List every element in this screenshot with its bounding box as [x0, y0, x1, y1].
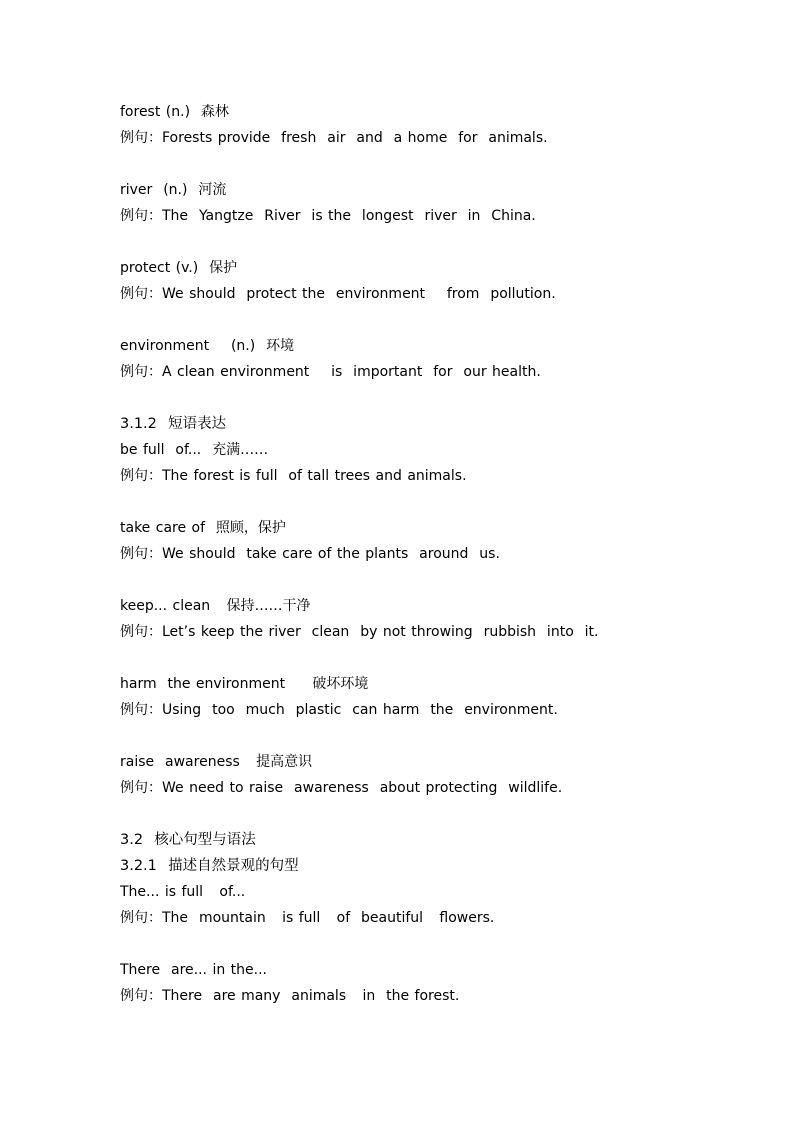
phrases-heading: 3.1.2 短语表达	[120, 416, 227, 432]
subsection-heading: 3.2.1 描述自然景观的句型	[120, 858, 299, 874]
spacer	[120, 229, 720, 255]
sentence-pattern: There are... in the...	[120, 962, 267, 978]
spacer	[120, 567, 720, 593]
phrase: raise awareness 提高意识	[120, 754, 313, 770]
vocab-example: 例句：Forests provide fresh air and a home for animals.	[120, 130, 548, 146]
vocab-example: 例句：We should protect the environment from pollution.	[120, 286, 556, 302]
spacer	[120, 801, 720, 827]
spacer	[120, 931, 720, 957]
vocab-word: environment (n.) 环境	[120, 338, 295, 354]
pattern-example: 例句：The mountain is full of beautiful flowers.	[120, 910, 495, 926]
spacer	[120, 151, 720, 177]
spacer	[120, 723, 720, 749]
phrase-example: 例句：We should take care of the plants around us.	[120, 546, 500, 562]
vocab-word: forest (n.) 森林	[120, 104, 229, 120]
phrase: keep... clean 保持……干净	[120, 598, 311, 614]
vocab-word: protect (v.) 保护	[120, 260, 238, 276]
vocab-example: 例句：A clean environment is important for our health.	[120, 364, 541, 380]
phrase: be full of... 充满……	[120, 442, 269, 458]
spacer	[120, 307, 720, 333]
section-heading: 3.2 核心句型与语法	[120, 832, 256, 848]
spacer	[120, 645, 720, 671]
phrase: harm the environment 破坏环境	[120, 676, 369, 692]
document-page	[120, 99, 720, 1009]
phrase-example: 例句：Let’s keep the river clean by not throwing rubbish into it.	[120, 624, 599, 640]
sentence-pattern: The... is full of...	[120, 884, 246, 900]
spacer	[120, 385, 720, 411]
phrase-example: 例句：We need to raise awareness about protecting wildlife.	[120, 780, 563, 796]
pattern-example: 例句：There are many animals in the forest.	[120, 988, 460, 1004]
vocab-word: river (n.) 河流	[120, 182, 227, 198]
spacer	[120, 489, 720, 515]
phrase: take care of 照顾，保护	[120, 520, 286, 536]
phrase-example: 例句：The forest is full of tall trees and animals.	[120, 468, 467, 484]
phrase-example: 例句：Using too much plastic can harm the environment.	[120, 702, 558, 718]
vocab-example: 例句：The Yangtze River is the longest river in China.	[120, 208, 536, 224]
